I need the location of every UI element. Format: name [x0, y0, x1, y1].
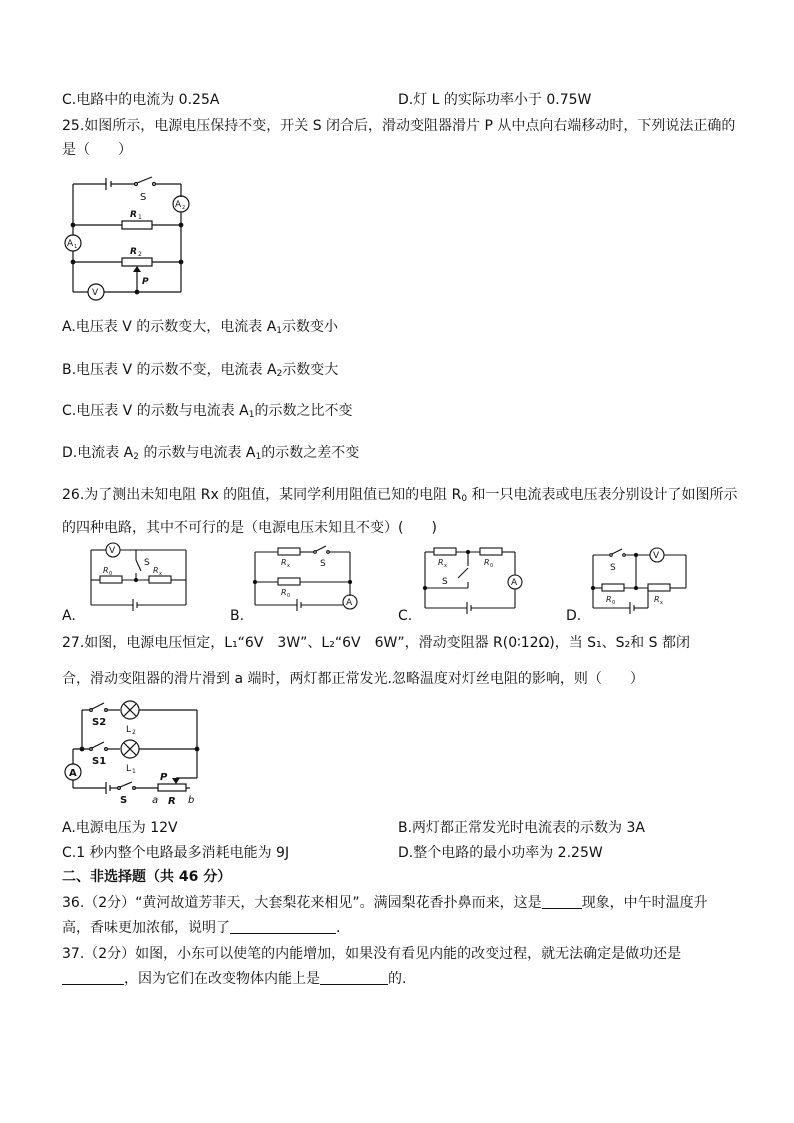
svg-text:R: R [606, 595, 612, 604]
q36-line1: 36.（2分）“黄河故道芳菲天，大套梨花来相见”。满园梨花香扑鼻而来，这是 现象，中午时温度升 [62, 895, 708, 911]
svg-text:R: R [153, 566, 159, 575]
q27-slider-label: P [160, 772, 168, 783]
q36-blank-2[interactable] [230, 919, 336, 934]
q27-l1-label: L [126, 764, 132, 774]
svg-text:x: x [660, 600, 663, 606]
q27-circuit-diagram [60, 700, 210, 810]
q27-stem-line2: 合，滑动变阻器的滑片滑到 a 端时，两灯都正常发光.忽略温度对灯丝电阻的影响，则（ ） [62, 671, 644, 687]
q26-circuit-b [250, 540, 365, 615]
q25-option-b: B.电压表 V 的示数不变，电流表 $A_2$示数变大 [62, 362, 339, 379]
q25-option-c: C.电压表 V 的示数与电流表 $A_1$的示数之比不变 [62, 403, 353, 420]
svg-text:b: b [188, 795, 195, 806]
q26-stem-line2: 的四种电路，其中不可行的是（电源电压未知且不变）( ) [62, 520, 437, 536]
q25-option-a: A.电压表 V 的示数变大，电流表 $A_1$示数变小 [62, 319, 339, 336]
q26-label-a: A. [62, 608, 76, 624]
q25-switch-label: S [140, 192, 147, 203]
q25-option-d: D.电流表 $A_2$ 的示数与电流表 $A_1$的示数之差不变 [62, 445, 360, 462]
q27-s1-label: S1 [92, 756, 107, 767]
q27-ammeter-label: A [69, 768, 77, 779]
svg-text:1: 1 [132, 768, 136, 775]
q24-option-d: D.灯 L 的实际功率小于 0.75W [398, 92, 592, 108]
q27-l2-label: L [126, 725, 132, 735]
q25-circuit-diagram [60, 172, 200, 302]
svg-text:1: 1 [138, 214, 142, 221]
svg-text:R: R [281, 588, 287, 597]
svg-text:S: S [144, 558, 150, 568]
q37-blank-2[interactable] [320, 970, 388, 985]
q27-stem-line1: 27.如图，电源电压恒定，L₁“6V 3W”、L₂“6V 6W”，滑动变阻器 R(0∶12Ω)，当 S₁、S₂和 S 都闭 [62, 635, 690, 651]
q25-r1-label: R [130, 210, 137, 220]
q27-option-d: D.整个电路的最小功率为 2.25W [398, 845, 603, 861]
svg-text:R: R [281, 558, 287, 567]
svg-text:x: x [287, 563, 290, 569]
svg-text:A: A [346, 598, 353, 608]
q27-switch-label: S [120, 795, 128, 806]
q25-stem-line1: 25.如图所示，电源电压保持不变，开关 S 闭合后，滑动变阻器滑片 P 从中点向右端移动时，下列说法正确的 [62, 118, 736, 134]
svg-text:R: R [438, 558, 444, 567]
svg-text:A: A [511, 578, 518, 588]
svg-text:R: R [484, 558, 490, 567]
svg-text:V: V [109, 546, 116, 556]
svg-text:x: x [444, 563, 447, 569]
q37-line2: ，因为它们在改变物体内能上是 的. [62, 969, 406, 989]
svg-text:2: 2 [182, 205, 186, 211]
q37-line1: 37.（2分）如图，小东可以使笔的内能增加，如果没有看见内能的改变过程，就无法确定是做功还是 [62, 946, 682, 962]
svg-text:0: 0 [109, 571, 113, 577]
svg-text:1: 1 [74, 244, 78, 250]
q25-slider-label: P [142, 277, 149, 287]
svg-text:a: a [152, 795, 159, 806]
q26-label-c: C. [398, 608, 413, 624]
svg-text:R: R [168, 796, 176, 807]
q26-circuit-a [86, 540, 196, 615]
svg-text:0: 0 [287, 593, 291, 599]
svg-text:S: S [610, 563, 616, 573]
q26-label-d: D. [566, 608, 582, 624]
svg-text:x: x [159, 571, 162, 577]
svg-text:R: R [654, 595, 660, 604]
q27-s2-label: S2 [92, 717, 107, 728]
svg-text:0: 0 [612, 600, 616, 606]
section-heading: 二、非选择题（共 46 分） [62, 869, 232, 885]
q25-r2-label: R [130, 247, 137, 257]
q37-blank-1[interactable] [62, 970, 124, 985]
q36-blank-1[interactable] [542, 894, 582, 909]
q26-circuit-d [588, 540, 698, 615]
q27-option-b: B.两灯都正常发光时电流表的示数为 3A [398, 820, 645, 836]
svg-text:2: 2 [132, 729, 136, 736]
q26-circuit-c [420, 540, 530, 615]
q25-ammeter-a1: A [67, 239, 74, 249]
q27-option-a: A.电源电压为 12V [62, 820, 178, 836]
q25-ammeter-a2: A [175, 200, 182, 210]
q26-label-b: B. [230, 608, 245, 624]
q24-option-c: C.电路中的电流为 0.25A [62, 92, 220, 108]
q26-stem-line1: 26.为了测出未知电阻 Rx 的阻值，某同学利用阻值已知的电阻 $R_0$ 和一只电流表或电压表分别设计了如图所示 [62, 487, 738, 504]
q27-option-c: C.1 秒内整个电路最多消耗电能为 9J [62, 845, 290, 861]
q36-line2: 高，香味更加浓郁，说明了 . [62, 920, 341, 936]
svg-text:V: V [653, 551, 660, 561]
svg-text:0: 0 [490, 563, 494, 569]
svg-text:R: R [103, 566, 109, 575]
svg-text:2: 2 [138, 251, 142, 258]
svg-text:S: S [320, 559, 326, 569]
q25-stem-line2: 是（ ） [62, 142, 132, 158]
q25-voltmeter-v: V [92, 288, 99, 298]
svg-text:S: S [442, 577, 448, 587]
